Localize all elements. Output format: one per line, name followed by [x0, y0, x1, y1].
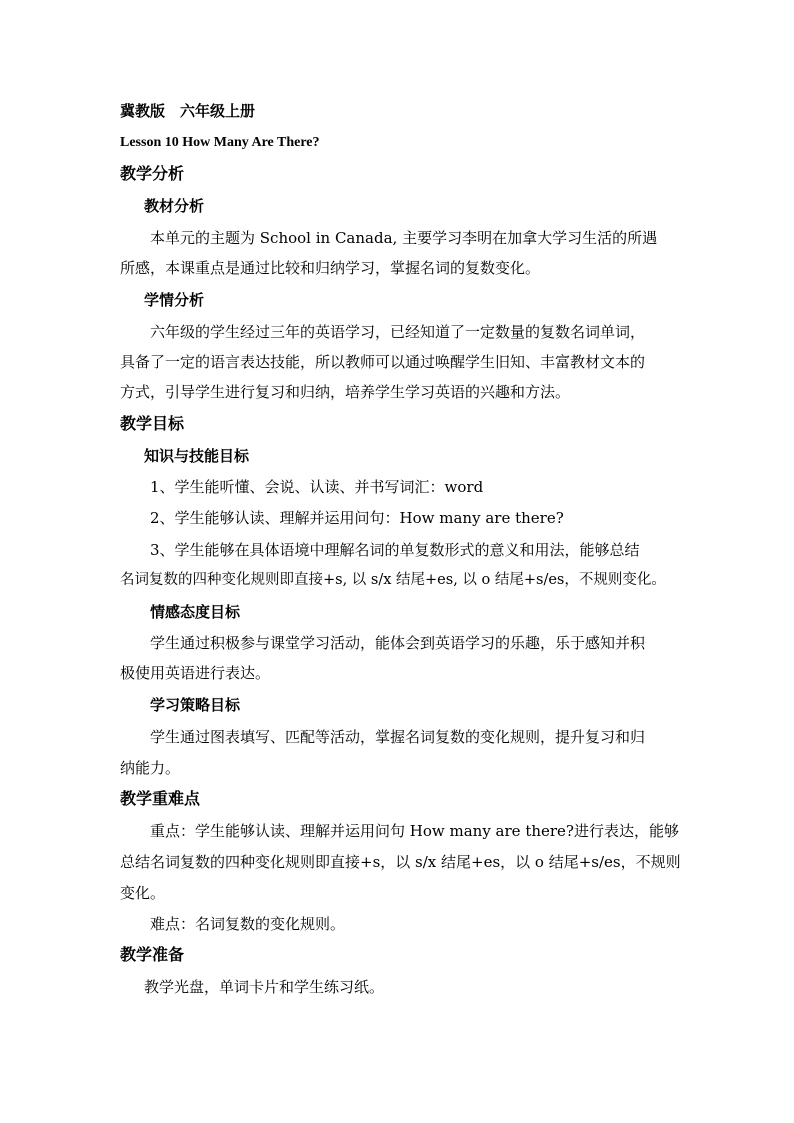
- difficulty-line: 难点：名词复数的变化规则。: [150, 915, 346, 933]
- subheading-emotion-attitude: 情感态度目标: [150, 603, 241, 621]
- keypoint-line: 总结名词复数的四种变化规则即直接+s，以 s/x 结尾+es，以 o 结尾+s/es，不规则: [120, 853, 681, 871]
- paragraph-line: 纳能力。: [120, 759, 181, 777]
- section-heading-objectives: 教学目标: [120, 414, 185, 433]
- objective-line-3: 3、学生能够在具体语境中理解名词的单复数形式的意义和用法，能够总结: [150, 541, 640, 559]
- objective-line-1: 1、学生能听懂、会说、认读、并书写词汇：word: [150, 478, 484, 496]
- subheading-textbook-analysis: 教材分析: [144, 197, 205, 215]
- subheading-learning-strategy: 学习策略目标: [150, 696, 241, 714]
- paragraph-line: 所感，本课重点是通过比较和归纳学习，掌握名词的复数变化。: [120, 259, 541, 277]
- paragraph-line: 极使用英语进行表达。: [120, 664, 271, 682]
- paragraph-line: 六年级的学生经过三年的英语学习，已经知道了一定数量的复数名词单词，: [150, 323, 646, 341]
- lesson-title: Lesson 10 How Many Are There?: [120, 135, 320, 150]
- paragraph-line: 方式，引导学生进行复习和归纳，培养学生学习英语的兴趣和方法。: [120, 383, 571, 401]
- paragraph-line: 学生通过积极参与课堂学习活动，能体会到英语学习的乐趣，乐于感知并积: [150, 634, 646, 652]
- keypoint-line: 变化。: [120, 884, 166, 902]
- section-heading-keypoints: 教学重难点: [120, 789, 201, 808]
- subheading-student-analysis: 学情分析: [144, 291, 205, 309]
- paragraph-line: 具备了一定的语言表达技能，所以教师可以通过唤醒学生旧知、丰富教材文本的: [120, 353, 646, 371]
- objective-line-2: 2、学生能够认读、理解并运用问句：How many are there?: [150, 509, 564, 527]
- paragraph-line: 本单元的主题为 School in Canada, 主要学习李明在加拿大学习生活的所遇: [150, 229, 658, 247]
- objective-line-3-cont: 名词复数的四种变化规则即直接+s, 以 s/x 结尾+es, 以 o 结尾+s/es，不规则变化。: [120, 572, 666, 588]
- preparation-line: 教学光盘，单词卡片和学生练习纸。: [144, 978, 385, 996]
- keypoint-line: 重点：学生能够认读、理解并运用问句 How many are there?进行表达，能够: [150, 822, 679, 840]
- subheading-knowledge-skills: 知识与技能目标: [144, 447, 250, 465]
- edition-heading: 冀教版 六年级上册: [120, 102, 256, 120]
- section-heading-preparation: 教学准备: [120, 945, 185, 964]
- paragraph-line: 学生通过图表填写、匹配等活动，掌握名词复数的变化规则，提升复习和归: [150, 728, 646, 746]
- section-heading-analysis: 教学分析: [120, 164, 185, 183]
